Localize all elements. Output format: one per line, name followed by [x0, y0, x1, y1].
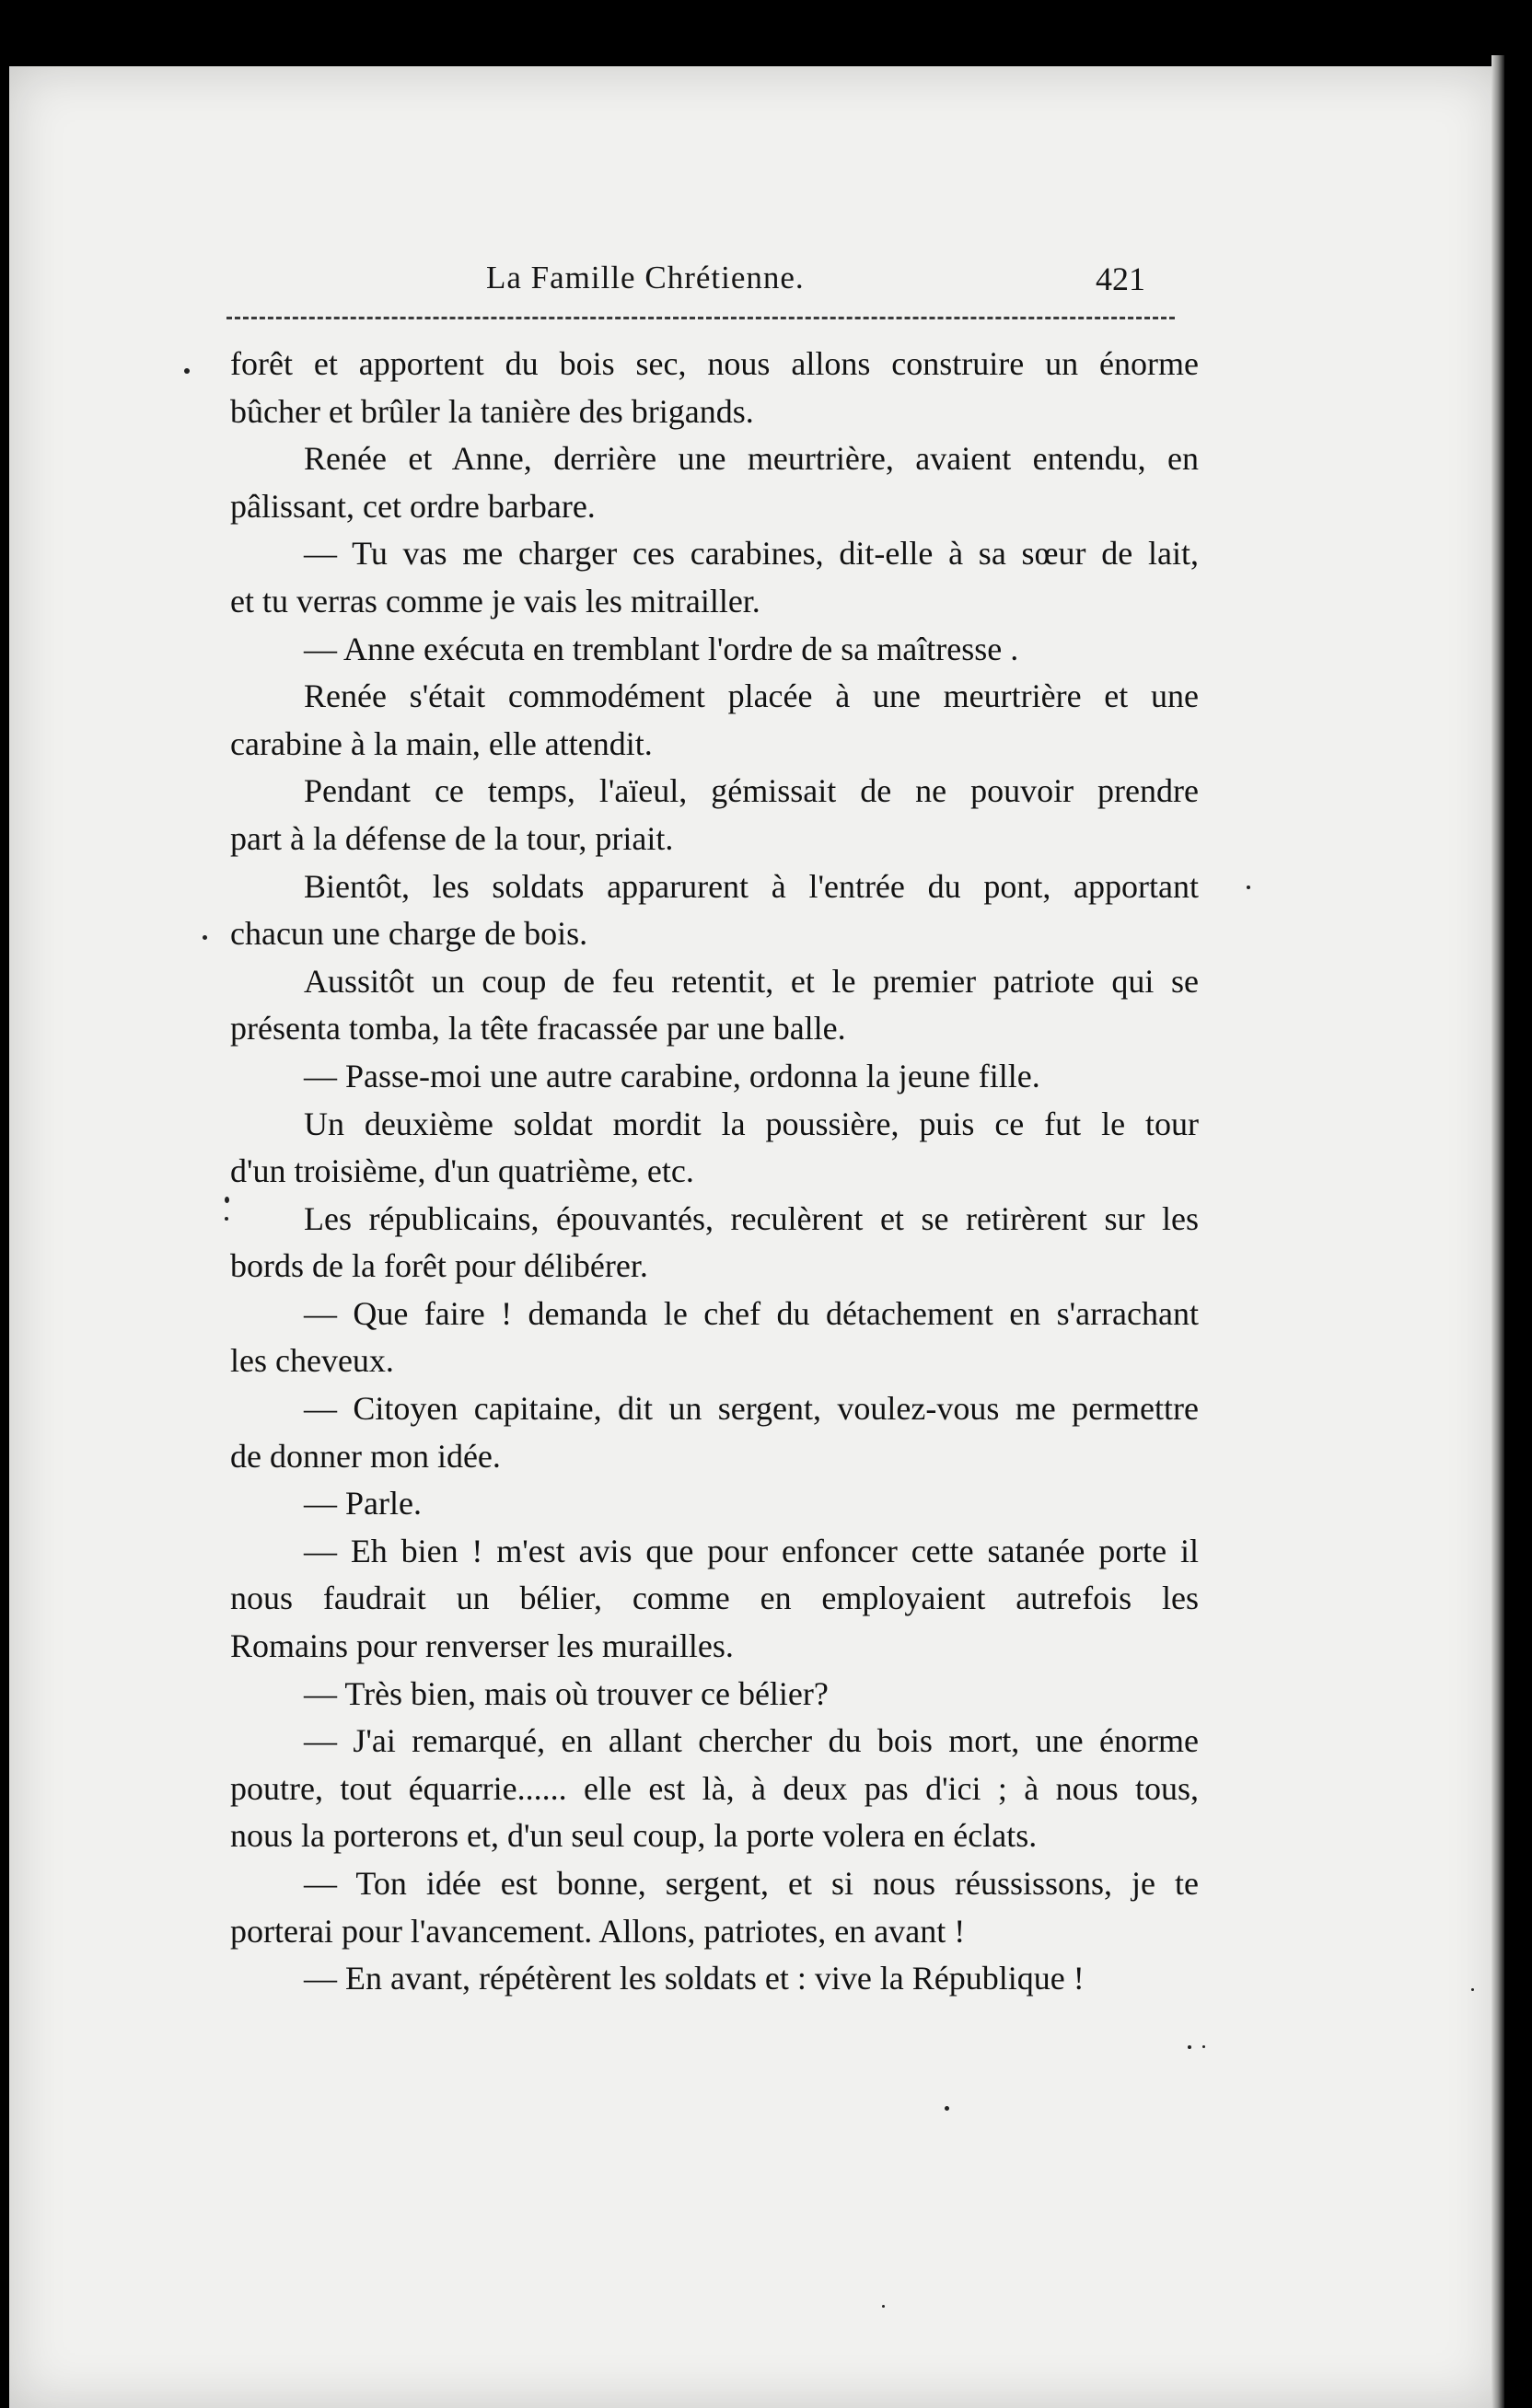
text-line: — Eh bien ! m'est avis que pour enfoncer cette satanée porte il — [304, 1532, 1199, 1569]
text-line: forêt et apportent du bois sec, nous allons construire un énorme — [230, 345, 1199, 382]
text-line: — Que faire ! demanda le chef du détachement en s'arrachant — [304, 1294, 1199, 1332]
text-line: Bientôt, les soldats apparurent à l'entrée du pont, apportant — [304, 867, 1199, 905]
text-line: — Anne exécuta en tremblant l'ordre de sa maîtresse . — [304, 630, 1019, 667]
text-line: carabine à la main, elle attendit. — [230, 724, 653, 762]
dust-speck — [1247, 886, 1250, 889]
text-line: — Tu vas me charger ces carabines, dit-elle à sa sœur de lait, — [304, 535, 1199, 573]
text-line: — Citoyen capitaine, dit un sergent, voulez-vous me permettre — [304, 1390, 1199, 1428]
text-line: — Parle. — [304, 1485, 422, 1522]
dust-speck — [1471, 1988, 1474, 1991]
text-line: Un deuxième soldat mordit la poussière, puis ce fut le tour — [304, 1105, 1199, 1142]
dust-speck — [945, 2106, 949, 2111]
dust-speck — [1202, 2045, 1205, 2048]
text-line: Renée s'était commodément placée à une meurtrière et une — [304, 677, 1199, 715]
text-line: Romains pour renverser les murailles. — [230, 1627, 734, 1665]
text-line: part à la défense de la tour, priait. — [230, 819, 674, 857]
text-line: chacun une charge de bois. — [230, 915, 588, 953]
text-line: de donner mon idée. — [230, 1437, 501, 1475]
text-line: d'un troisième, d'un quatrième, etc. — [230, 1152, 694, 1190]
text-line: poutre, tout équarrie...... elle est là, à deux pas d'ici ; à nous tous, — [230, 1769, 1199, 1807]
text-line: nous faudrait un bélier, comme en employaient autrefois les — [230, 1580, 1199, 1617]
page-body-text — [230, 341, 1199, 2003]
text-line: porterai pour l'avancement. Allons, patriotes, en avant ! — [230, 1912, 966, 1950]
running-title: La Famille Chrétienne. — [486, 260, 805, 295]
page-number: 421 — [1096, 260, 1145, 297]
text-line: bûcher et brûler la tanière des brigands. — [230, 392, 754, 430]
page-edge-shadow — [1491, 55, 1504, 2408]
dust-speck — [225, 1217, 228, 1221]
dust-speck — [1188, 2045, 1191, 2049]
text-line: — Très bien, mais où trouver ce bélier? — [304, 1674, 829, 1712]
text-line: bords de la forêt pour délibérer. — [230, 1247, 648, 1285]
header-rule — [226, 317, 1175, 319]
text-line: — J'ai remarqué, en allant chercher du bois mort, une énorme — [304, 1722, 1199, 1760]
dust-speck — [882, 2305, 885, 2308]
dust-speck — [203, 935, 207, 940]
text-line: Renée et Anne, derrière une meurtrière, avaient entendu, en — [304, 440, 1199, 478]
text-line: pâlissant, cet ordre barbare. — [230, 487, 596, 525]
dust-speck — [184, 368, 190, 374]
text-line: Pendant ce temps, l'aïeul, gémissait de ne pouvoir prendre — [304, 772, 1199, 810]
dust-speck — [225, 1197, 229, 1203]
text-line: — Ton idée est bonne, sergent, et si nous réussissons, je te — [304, 1865, 1199, 1902]
text-line: nous la porterons et, d'un seul coup, la porte volera en éclats. — [230, 1817, 1038, 1855]
text-line: les cheveux. — [230, 1342, 394, 1380]
text-line: — En avant, répétèrent les soldats et : vive la République ! — [304, 1960, 1085, 1997]
text-line: Aussitôt un coup de feu retentit, et le premier patriote qui se — [304, 962, 1199, 1000]
text-line: — Passe-moi une autre carabine, ordonna la jeune fille. — [304, 1057, 1040, 1094]
text-line: présenta tomba, la tête fracassée par une balle. — [230, 1010, 846, 1048]
text-line: et tu verras comme je vais les mitrailler. — [230, 582, 760, 619]
text-line: Les républicains, épouvantés, reculèrent et se retirèrent sur les — [304, 1199, 1199, 1237]
